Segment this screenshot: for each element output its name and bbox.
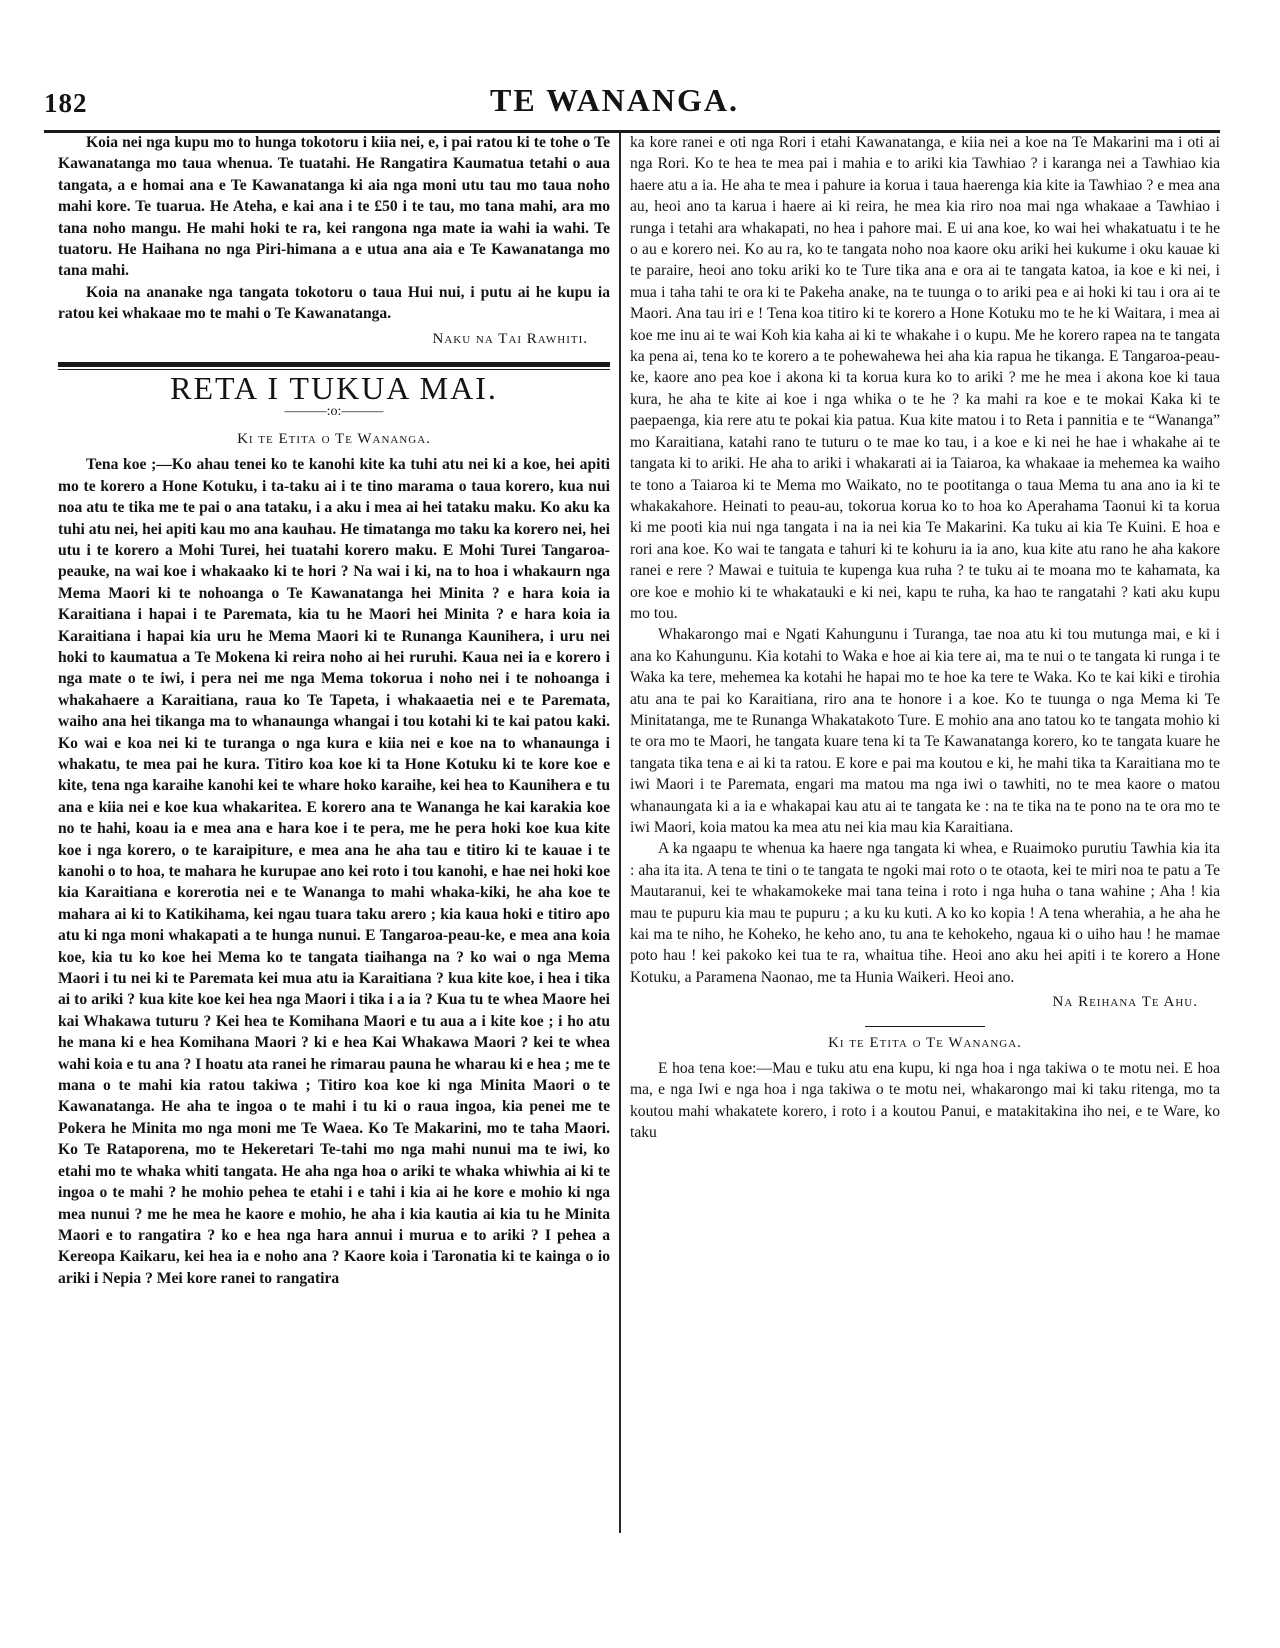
intro-paragraph-1: Koia nei nga kupu mo to hunga tokotoru i kiia nei, e, i pai ratou ki te tohe o Te Kawanatanga mo taua whenua. Te tuatahi. He Rangatira Kaumatua tetahi o aua tangata, a e homai ana e Te Kawanatanga ki aia nga moni utu tau mo taua noho mahi kore. Te tuarua. He Ateha, e kai ana i te £50 i te tau, mo tana mahi, ara mo tana noho mangu. He mahi hoki te ra, kei rangona nga mate ia wahi ia wahi. Te tuatoru. He Haihana no nga Piri-himana a e utua ana aia e Te Kawanatanga mo tana mahi. [58, 134, 610, 280]
section-rule-heavy [58, 362, 610, 367]
letter-signature: Na Reihana Te Ahu. [1052, 994, 1198, 1011]
letter-continuation: ka kore ranei e oti nga Rori i etahi Kawanatanga, e kiia nei a koe na Te Makarini ma i oti ai nga Rori. Ko te hea te mea pai i mahia e to ariki kia Tawhiao ? i karanga nei a Tawhiao kia haere atu a ia. He aha te mea i pahure ia korua i taua haerenga kia kite ia Tawhiao ? e mea ana au, heoi ano ta karua i haere ai ki reira, he mea kia riro noa mai nga whakaae a Tawhiao i runga i tetahi ara whakapati, no hea i pahore mai. E ui ana koe, ko wai hei whakatuatu i te he o au e korero nei. Ko au ra, ko te tangata noho noa kaore oku ariki hei kukume i oku kauae ki te paraire, heoi ano toku ariki ko te Ture tika ana e ora ai te tangata katoa, ia koe e ki nei, i mua i taha tahi te ora ki te Pakeha anake, na te tuunga o to ariki pea e ai hoki ki tau i ora ai te Maori. Ana tau iri e ! Tena koa titiro ki te korero a Hone Kotuku mo te he ki Waitara, i mea ai koe me inu ai te wai Koh kia kaha ai ki te whakahe i o kupu. Me he korero rapea na te tangata ka pena ai, tena ko te korero a te pohewahewa hei aha kia rapua he tikanga. E Tangaroa-peau-ke, kaore ano pea koe i akona ki ta korua kura ko to ariki ? me he mea i akona koe ki taua kura, he aha te kite ai koe i nga whika o te he ? ka mahi ra koe e te mokai Kaka ki te paepaenga, kia rere atu te pokai kia patua. Kua kite matou i to Reta i pannitia e te “Wananga” mo Karaitiana, katahi rano te tuturu o te mae ko tau, i a koe e ki nei he hae i whakahe ai te tangata ki to ariki. He aha to ariki i whakarati ai ia Taiaroa, ka whakaae ia mehemea ka waiho te tono a Taiaroa ki te Mema mo Waikato, no te pootitanga o taua Mema tu ana ano ia ki te whakakahore. Heinati to peau-au, tokorua korua ko to hoa ko Aperahama Taonui ki ta korua ki me pooti kia nui nga tangata i na ia nei kia Te Makarini. Ka tuku ai kia Te Kuini. E hoa e rori ana koe. Ko wai te tangata e tahuri ki te kohuru ia ia ano, kua kite atu rano he aha kakore ranei e rere ? Mawai e tuituia te kupenga kua ruha ? te tuku ai te moana mo te kahamata, ka ore koe e mohio ki te whakatauki e ki nei, kapu te ruha, ka hao te rangatahi ? kati aku kupu mo tou. [630, 134, 1220, 622]
intro-paragraph-2: Koia na ananake nga tangata tokotoru o taua Hui nui, i putu ai he kupu ia ratou kei whakaae mo te mahi o Te Kawanatanga. [58, 283, 610, 323]
column-divider [619, 133, 621, 1533]
letter-paragraph-3: A ka ngaapu te whenua ka haere nga tangata ki whea, e Ruaimoko purutiu Tawhia kia ita : aha ita ita. A tena te tini o te tangata te ngoki mai roto o te otaota, kei te miri noa te patu a Te Mautaranui, kei te whakamokeke mai tana teina i roto i nga huha o tana wahine ; Aha ! kia mau te pupuru kia mau te pupuru ; a ku ku kuti. A ko ko kopia ! A tena wherahia, a he aha he kai ma te niho, he Koheko, he keho ano, tu ana te kehokeho, ngaua ki o uiho hau ! he mamae poto hau ! kei pakoko kei tua te ra, whaitua tihe. Heoi ano aku hei apiti i te korero a Hone Kotuku, a Paramena Naonao, me ta Hunia Waikeri. Heoi ano. [630, 840, 1220, 986]
second-letter-addressee: Ki te Etita o Te Wananga. [828, 1034, 1022, 1051]
intro-signature: Naku na Tai Rawhiti. [432, 330, 588, 347]
separator-rule [865, 1026, 985, 1027]
letter-addressee: Ki te Etita o Te Wananga. [237, 430, 431, 447]
section-ornament: ———:o:——— [284, 404, 384, 420]
right-column [630, 132, 1220, 1532]
section-title: RETA I TUKUA MAI. [170, 370, 498, 407]
letter-paragraph-2: Whakarongo mai e Ngati Kahungunu i Turanga, tae noa atu ki tou mutunga mai, e ki i ana ko Kahungunu. Kia kotahi to Waka e hoe ai kia tere ai, ma te nui o te tangata ki runga i te Waka ka tere, mehemea ka kotahi he hapai mo te hoe ka tere te Waka. Ko te kai kiki e tirohia atu ana te pai ko Karaitiana, riro ana te honore i a koe. Ko te tuunga o nga Mema ki Te Minitatanga, me te Runanga Whakatakoto Ture. E mohio ana ano tatou ko te tangata mohio ki te ora mo te Maori, he tangata kuare tena ki ta Te Kawanatanga korero, ko te tangata kuare he tangata tika tena e ai ki ta ratou. E kore e pai ma koutou e ki, he mahi tika ta Karaitiana mo te iwi Maori i te Paremata, engari ma matou ma nga iwi o tawhiti, no te mea kaore o matou whanaungata ki a ia e whakapai kau atu ai te tangata ke : na te tika na te pono na te ora mo te iwi Maori, koia matou ka mea atu nei kia mau kia Karaitiana. [630, 626, 1220, 836]
letter-paragraph: Tena koe ;—Ko ahau tenei ko te kanohi kite ka tuhi atu nei ki a koe, hei apiti mo te korero a Hone Kotuku, i ta-taku ai i te tino marama o taua korero, kua nui noa atu te tika me te pai o ana tataku, i a aku i mea ai hei tataku maku. Ko aku ka tuhi atu nei, hei apiti kau mo ana kauhau. He timatanga mo taku ka korero nei, hei utu i te korero a Mohi Turei, hei tuatahi korero maku. E Mohi Turei Tangaroa-peauke, na wai koe i whakaako ki te hori ? Na wai i ki, na to hoa i whakaurn nga Mema Maori ki te nohoanga o Te Kawanatanga hei Minita ? e hara koia ia Karaitiana i hapai i te Paremata, kia tu he Maori hei Minita ? e hara koia ia Karaitiana i hapai kia uru he Mema Maori ki te Runanga Kaunihera, i uru nei hoki to kaumatua a Te Mokena ki reira noho ai hei ruruhi. Kaua nei ia e korero i nga mate o te iwi, i pera nei me nga Mema tokorua i noho nei i te nohoanga i whakahaere a Karaitiana, raua ko Te Tapeta, i whakaaetia nei e te Paremata, waiho ana hei tikanga ma to whanaunga whangai i tou kotahi ki te kai patou kaki. Ko wai e koa nei ki te turanga o nga kura e kiia nei e koe na to whanaunga i whakatu, te mea pai he kura. Titiro koa koe ki ta Hone Kotuku ki te kore koe e kite, tena nga karaihe kanohi kei te whare hoko karaihe, kei hea to Kaunihera e tu ana e kiia nei e koe kua whakaritea. E korero ana te Wananga he kai karakia koe no te hahi, koau ia e mea ana e hara koe i te pera, me he pera hoki koe kua kite koe i nga korero, o te karaipiture, e mea ana he aha tau e titiro ki te kauae i te kanohi o to hoa, te mahara he kurupae ano kei roto i tou kanohi, e hae nei hoki koe kia Karaitiana e korerotia nei e te Wananga to mahi whaka-kiki, he aha koe te mahara ai ki to Katikihama, kei ngau tuara taku arero ; kia kaua hoki e titiro apo atu ki nga moni whakapati a te hunga nunui. E Tangaroa-peau-ke, e mea ana koia koe, kia tu ko koe hei Mema ko te tangata tiaihanga na ? ko wai o nga Mema Maori i tu nei ki te Paremata kei mua atu ia Karaitiana ? kua kite koe, i hea i tika ai to ariki ? kua kite koe kei hea nga Maori i tika i a ia ? Kua tu te whea Maore hei kai Whakawa tuturu ? Kei hea te Komihana Maori e tu aua a i kite koe ; i ho atu he mana ki e hea Komihana Maori ? ki e hea Kai Whakawa Maori ? kei te whea wahi koia e tu ana ? I hoatu ata ranei he rimarau pauna he wharau ki e hea ; me te mana o te mahi kia ratou takiwa ; Titiro koa koe ki nga Minita Maori o te Kawanatanga. He aha te ingoa o te mahi i tu ki o raua ingoa, kia penei me te Pokera he Minita mo nga moni me Te Waea. Ko Te Makarini, mo te taha Maori. Ko Te Rataporena, mo te Hekeretari Te-tahi mo nga mahi nunui ma te iwi, ko etahi mo te whaka whiti tangata. He aha nga hoa o ariki te whaka whiwhia ai ki te ingoa o te mahi ? he mohio pehea te etahi i e tahi i kia ai he kore e mohio ki nga mea nunui ? me he mea he kaore e mohio, he aha i kia kautia ai kia tu he Minita Maori e to rangatira ? ko e hea nga hara annui i murua e to ariki ? I pehea a Kereopa Kaikaru, kei hea ia e noho ana ? Kaore koia i Taronatia ki te kainga o io ariki i Nepia ? Mei kore ranei to rangatira [58, 456, 610, 1287]
second-letter-paragraph: E hoa tena koe:—Mau e tuku atu ena kupu, ki nga hoa i nga takiwa o te motu nei. E hoa ma, e nga Iwi e nga hoa i nga takiwa o te motu nei, whakarongo mai ki taku ritenga, mo ta koutou mahi whakatete korero, i roto i a koutou Panui, e matakitakina iho nei, e te Ware, ko taku [630, 1060, 1220, 1142]
left-column [58, 132, 610, 1532]
page-number: 182 [44, 88, 88, 118]
masthead-title: TE WANANGA. [490, 82, 739, 118]
